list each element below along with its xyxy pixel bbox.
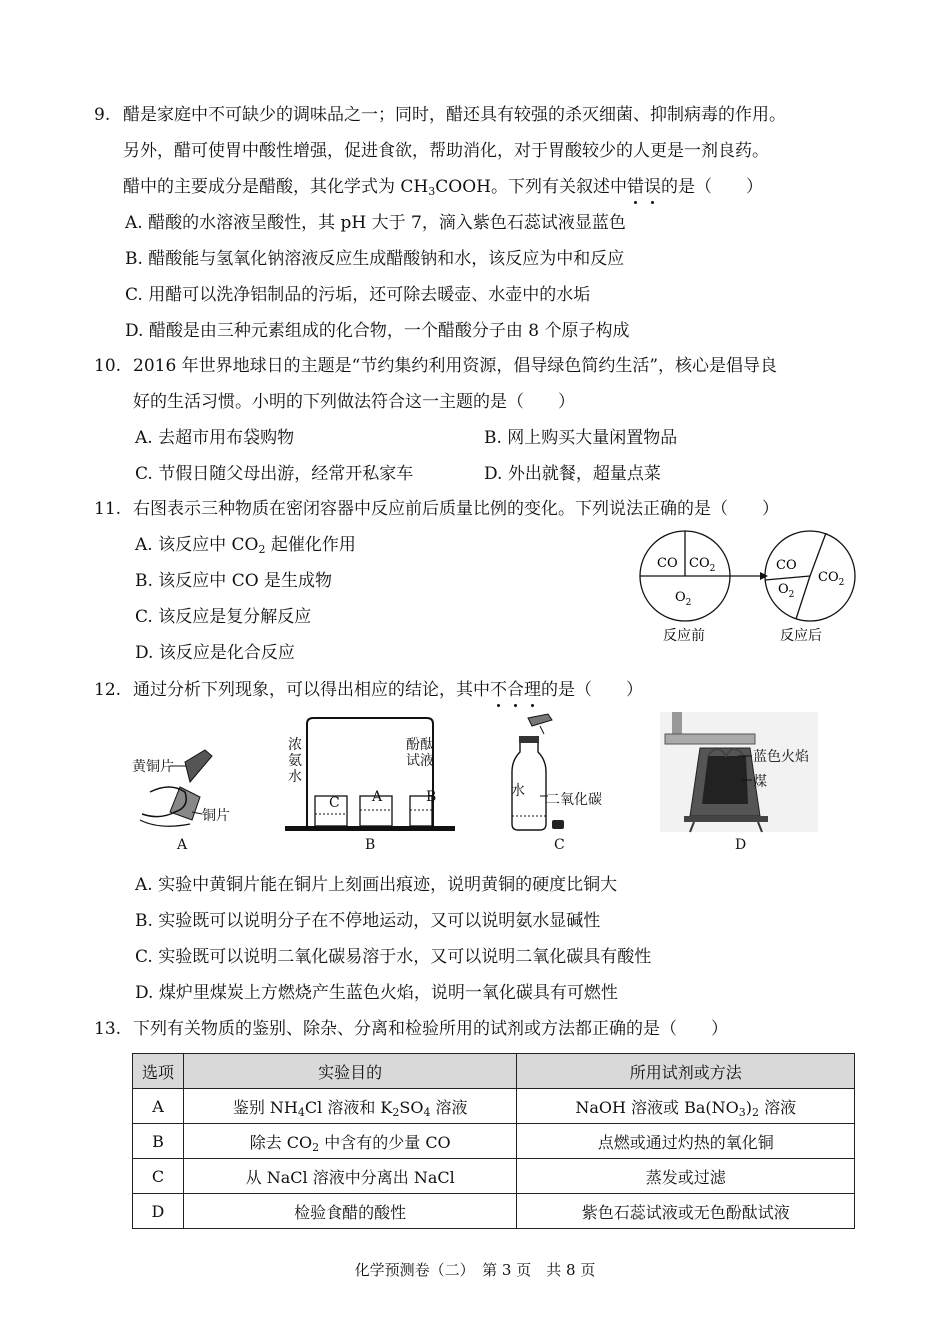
q13-number: 13.: [94, 1019, 122, 1039]
q10-option-b: B. 网上购买大量闲置物品: [484, 428, 678, 448]
q12-figure-a-caption: A: [177, 837, 188, 853]
q10-stem-line1: 2016 年世界地球日的主题是“节约集约利用资源，倡导绿色简约生活”，核心是倡导良: [133, 356, 778, 376]
q13-table: [132, 1053, 855, 1229]
q12-d-coal-label: 煤: [753, 774, 767, 790]
q12-option-b: B. 实验既可以说明分子在不停地运动，又可以说明氨水显碱性: [135, 911, 601, 931]
q12-b-phenol-label: 酚酞 试液: [406, 737, 434, 769]
q12-option-d: D. 煤炉里煤炭上方燃烧产生蓝色火焰，说明一氧化碳具有可燃性: [135, 983, 618, 1003]
row-method: 紫色石蕊试液或无色酚酞试液: [517, 1194, 855, 1229]
row-purpose: 鉴别 $NH_4Cl$ 溶液和 $K_2SO_4$ 溶液: [183, 1089, 517, 1124]
q12-figure-b-caption: B: [365, 837, 376, 853]
q10-option-a: A. 去超市用布袋购物: [135, 428, 295, 448]
emphasis-dot-char: 合: [507, 680, 524, 700]
q9-option-a: A. 醋酸的水溶液呈酸性，其 pH 大于 7，滴入紫色石蕊试液显蓝色: [125, 213, 626, 233]
table-row: [133, 1159, 855, 1194]
q11-stem: 右图表示三种物质在密闭容器中反应前后质量比例的变化。下列说法正确的是（ ）: [133, 499, 779, 519]
q12-c-water-label: 水: [511, 783, 525, 799]
row-option: A: [133, 1089, 184, 1124]
pie-after-o2-label: $O_2$: [778, 582, 795, 600]
row-method: 点燃或通过灼热的氧化铜: [517, 1124, 855, 1159]
q12-c-co2-label: 二氧化碳: [546, 792, 602, 808]
q11-option-a: A. 该反应中 $CO_2$ 起催化作用: [135, 535, 356, 556]
q12-figure-c-caption: C: [554, 837, 565, 853]
q9-option-c: C. 用醋可以洗净铝制品的污垢，还可除去暖壶、水壶中的水垢: [125, 285, 591, 305]
q12-figure-b: [285, 716, 455, 834]
emphasis-dot-char: 不: [490, 680, 507, 700]
row-purpose: 检验食醋的酸性: [183, 1194, 517, 1229]
q10-option-c: C. 节假日随父母出游，经常开私家车: [135, 464, 414, 484]
pie-before-caption: 反应前: [663, 628, 705, 644]
table-header-row: [133, 1054, 855, 1089]
q10-option-d: D. 外出就餐，超量点菜: [484, 464, 661, 484]
pie-before-o2-label: $O_2$: [675, 590, 692, 608]
q12-b-ammonia-label: 浓 氨 水: [288, 737, 302, 785]
q9-stem-line3: 醋中的主要成分是醋酸，其化学式为 $CH_3COOH$。下列有关叙述中错误的是（ ）: [123, 177, 763, 198]
row-option: C: [133, 1159, 184, 1194]
row-method: NaOH 溶液或 $Ba(NO_3)_2$ 溶液: [517, 1089, 855, 1124]
q13-stem: 下列有关物质的鉴别、除杂、分离和检验所用的试剂或方法都正确的是（ ）: [133, 1019, 728, 1039]
q12-number: 12.: [94, 680, 122, 700]
pie-after-co-label: CO: [776, 558, 797, 573]
q11-pie-figure: [630, 528, 870, 653]
table-row: [133, 1124, 855, 1159]
q12-b-beaker-b: B: [426, 789, 437, 805]
header-method: 所用试剂或方法: [517, 1054, 855, 1089]
q11-option-c: C. 该反应是复分解反应: [135, 607, 312, 627]
q9-option-b: B. 醋酸能与氢氧化钠溶液反应生成醋酸钠和水，该反应为中和反应: [125, 249, 625, 269]
q12-a-copper-label: 铜片: [202, 808, 230, 824]
q11-number: 11.: [94, 499, 122, 519]
row-purpose: 除去 $CO_2$ 中含有的少量 CO: [183, 1124, 517, 1159]
q11-option-b: B. 该反应中 CO 是生成物: [135, 571, 333, 591]
q12-a-brass-label: 黄铜片: [132, 759, 174, 775]
emphasis-dot-char: 误: [643, 177, 661, 197]
table-row: [133, 1194, 855, 1229]
pie-after-caption: 反应后: [780, 628, 822, 644]
q11-option-d: D. 该反应是化合反应: [135, 643, 295, 663]
emphasis-dot-char: 错: [626, 177, 644, 197]
emphasis-dot-char: 理: [524, 680, 541, 700]
q12-option-c: C. 实验既可以说明二氧化碳易溶于水，又可以说明二氧化碳具有酸性: [135, 947, 652, 967]
q9-stem-line2: 另外，醋可使胃中酸性增强，促进食欲，帮助消化，对于胃酸较少的人更是一剂良药。: [123, 141, 769, 161]
q9-number: 9.: [94, 105, 111, 125]
q9-option-d: D. 醋酸是由三种元素组成的化合物，一个醋酸分子由 8 个原子构成: [125, 321, 630, 341]
q12-b-beaker-c: C: [329, 795, 340, 811]
row-purpose: 从 NaCl 溶液中分离出 NaCl: [183, 1159, 517, 1194]
q12-figure-d-caption: D: [735, 837, 747, 853]
header-option: 选项: [133, 1054, 184, 1089]
pie-after-co2-label: $CO_2$: [818, 570, 845, 588]
row-option: D: [133, 1194, 184, 1229]
q12-option-a: A. 实验中黄铜片能在铜片上刻画出痕迹，说明黄铜的硬度比铜大: [135, 875, 618, 895]
pie-before-co2-label: $CO_2$: [689, 556, 716, 574]
row-method: 蒸发或过滤: [517, 1159, 855, 1194]
q9-stem-line1: 醋是家庭中不可缺少的调味品之一；同时，醋还具有较强的杀灭细菌、抑制病毒的作用。: [123, 105, 786, 125]
header-purpose: 实验目的: [183, 1054, 517, 1089]
table-row: [133, 1089, 855, 1124]
row-option: B: [133, 1124, 184, 1159]
q12-figure-d: [660, 712, 820, 834]
q10-number: 10.: [94, 356, 122, 376]
q10-stem-line2: 好的生活习惯。小明的下列做法符合这一主题的是（ ）: [133, 392, 575, 412]
q12-stem: 通过分析下列现象，可以得出相应的结论，其中不合理的是（ ）: [133, 680, 643, 700]
q12-d-flame-label: 蓝色火焰: [753, 749, 809, 765]
page-footer: 化学预测卷（二） 第 3 页 共 8 页: [354, 1261, 596, 1279]
pie-before-co-label: CO: [657, 556, 678, 571]
q12-b-beaker-a: A: [372, 789, 383, 805]
q12-figure-c: [500, 712, 620, 834]
